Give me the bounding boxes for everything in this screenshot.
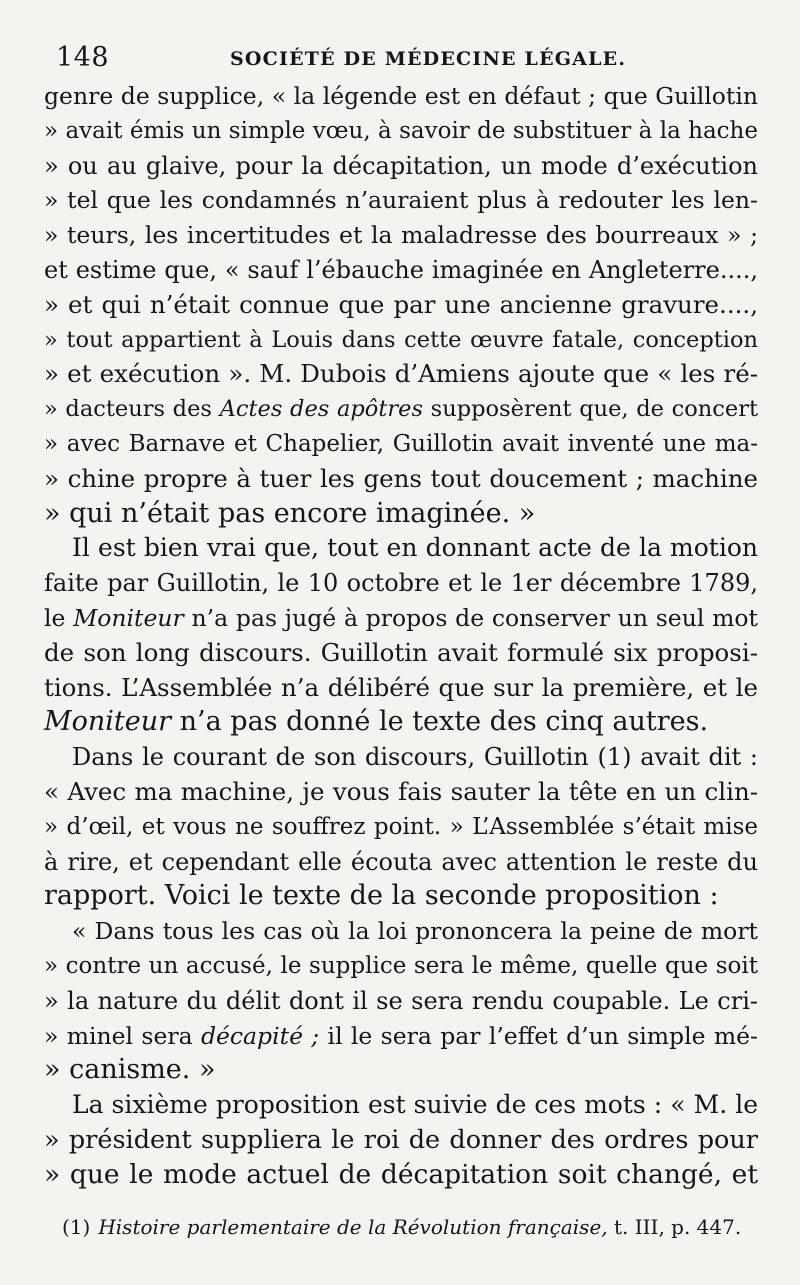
text-line: et estime que, « sauf l’ébauche imaginée en Angleterre...., — [44, 255, 758, 284]
paragraph-start-line: Dans le courant de son discours, Guillotin (1) avait dit : — [72, 743, 758, 772]
text-line: » tel que les condamnés n’auraient plus à redouter les len- — [44, 186, 758, 215]
text-segment: supposèrent que, de concert — [423, 396, 758, 423]
paragraph-start-line: Il est bien vrai que, tout en donnant acte de la motion — [72, 533, 758, 563]
page-header — [44, 38, 758, 78]
footnote-reference: t. III, p. 447. — [607, 1215, 742, 1239]
text-segment: n’a pas donné le texte des cinq autres. — [171, 706, 709, 738]
text-line: de son long discours. Guillotin avait formulé six proposi- — [44, 637, 758, 667]
text-line-with-italic — [44, 392, 758, 427]
quote-start-line: « Dans tous les cas où la loi prononcera la peine de mort — [72, 917, 758, 946]
text-line: » avec Barnave et Chapelier, Guillotin avait inventé une ma- — [44, 430, 758, 457]
text-line: » contre un accusé, le supplice sera le même, quelle que soit — [44, 952, 758, 979]
italic-word: décapité ; — [200, 1021, 320, 1050]
text-line-with-italic — [44, 601, 758, 636]
text-line: tions. L’Assemblée n’a délibéré que sur la première, et le — [44, 672, 758, 702]
text-line: » teurs, les incertitudes et la maladresse des bourreaux » ; — [44, 221, 758, 250]
text-line: » la nature du délit dont il se sera rendu coupable. Le cri- — [44, 986, 758, 1015]
text-line: » ou au glaive, pour la décapitation, un mode d’exécution — [44, 151, 758, 180]
text-line: « Avec ma machine, je vous fais sauter la tête en un clin- — [44, 776, 758, 806]
text-line: » qui n’était pas encore imaginée. » — [44, 497, 536, 529]
text-line: à rire, et cependant elle écouta avec attention le reste du — [44, 847, 758, 876]
footnote-marker: (1) — [62, 1215, 91, 1239]
text-line: » que le mode actuel de décapitation soit changé, et — [44, 1158, 758, 1190]
text-segment: » dacteurs des — [44, 396, 220, 423]
text-line: rapport. Voici le texte de la seconde proposition : — [44, 880, 719, 912]
text-segment: n’a pas jugé à propos de conserver un seul mot — [183, 603, 758, 632]
text-line: » chine propre à tuer les gens tout doucement ; machine — [44, 463, 758, 493]
text-line: » président suppliera le roi de donner des ordres pour — [44, 1124, 758, 1155]
italic-title: Actes des apôtres — [219, 396, 424, 423]
text-line: faite par Guillotin, le 10 octobre et le 1er décembre 1789, — [44, 569, 758, 598]
paragraph-start-line: La sixième proposition est suivie de ces mots : « M. le — [72, 1090, 758, 1120]
text-segment: » minel sera — [44, 1021, 201, 1050]
text-line: » canisme. » — [44, 1054, 216, 1086]
text-line: » tout appartient à Louis dans cette œuvre fatale, conception — [44, 326, 758, 353]
text-line: genre de supplice, « la légende est en défaut ; que Guillotin — [44, 82, 758, 110]
text-line: » et qui n’était connue que par une ancienne gravure...., — [44, 289, 758, 319]
footnote-title: Histoire parlementaire de la Révolution française, — [98, 1215, 608, 1239]
text-line: » d’œil, et vous ne souffrez point. » L’Assemblée s’était mise — [44, 813, 758, 840]
italic-title: Moniteur — [44, 706, 172, 738]
body-text — [44, 79, 758, 1193]
text-segment: le — [44, 603, 74, 632]
running-head: SOCIÉTÉ DE MÉDECINE LÉGALE. — [230, 48, 627, 70]
footnote — [62, 1212, 762, 1242]
text-line-with-italic — [44, 705, 758, 740]
text-line: » avait émis un simple vœu, à savoir de substituer à la hache — [44, 117, 758, 144]
italic-title: Moniteur — [73, 603, 184, 632]
text-segment: il le sera par l’effet d’un simple mé- — [319, 1021, 758, 1050]
text-line: » et exécution ». M. Dubois d’Amiens ajoute que « les ré- — [44, 359, 758, 389]
page-number: 148 — [56, 42, 110, 73]
text-line-with-italic — [44, 1019, 758, 1054]
